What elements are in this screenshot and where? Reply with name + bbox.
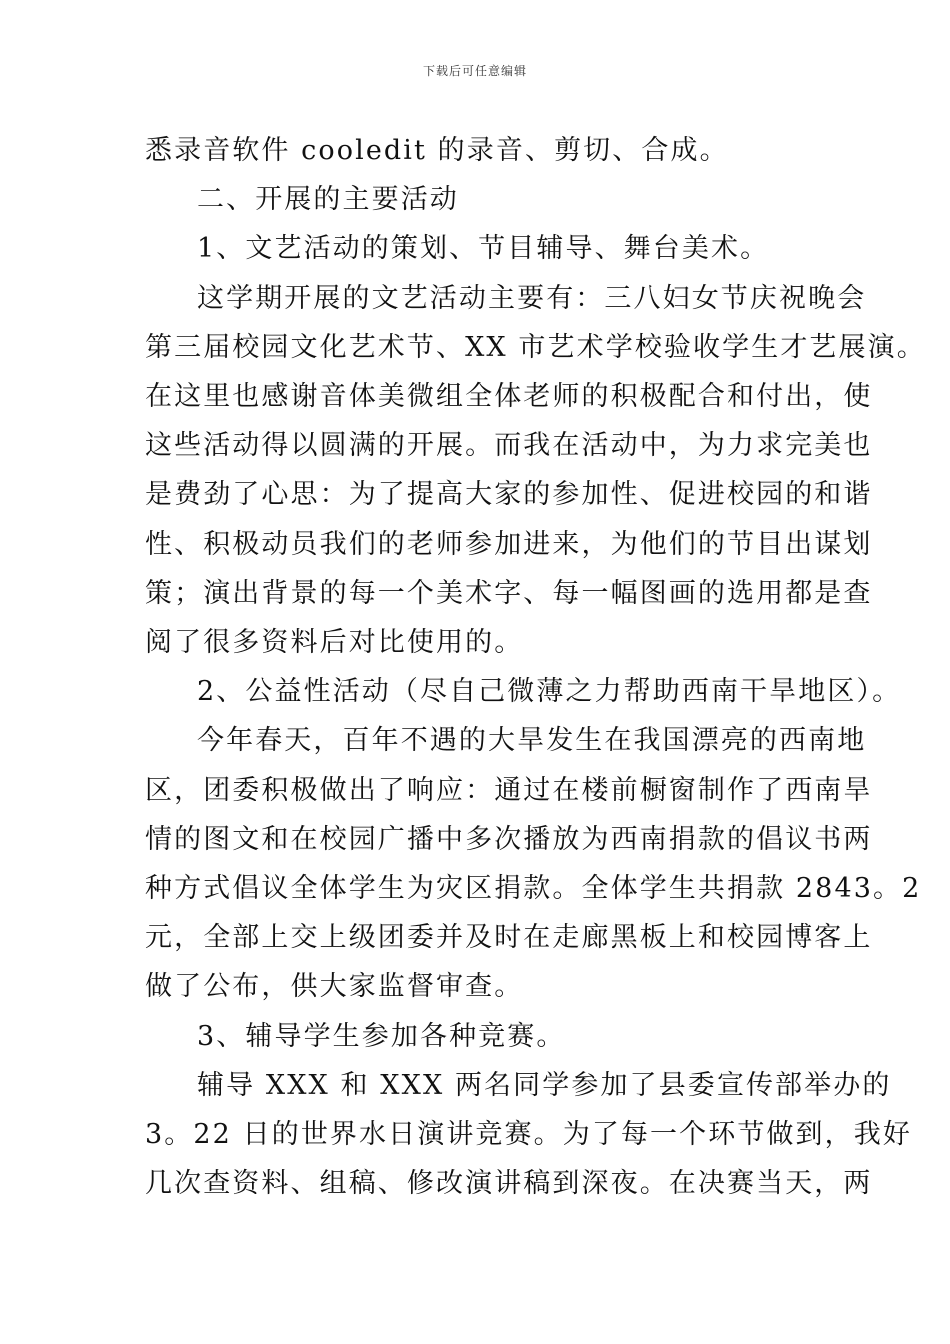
paragraph-line: 这些活动得以圆满的开展。而我在活动中，为力求完美也	[145, 430, 873, 462]
text-line: 悉录音软件 cooledit 的录音、剪切、合成。	[145, 135, 729, 166]
paragraph-line: 策；演出背景的每一个美术字、每一幅图画的选用都是查	[145, 577, 873, 609]
header-note: 下载后可任意编辑	[422, 64, 527, 78]
paragraph-line: 区，团委积极做出了响应：通过在楼前橱窗制作了西南旱	[145, 774, 873, 806]
paragraph-line: 情的图文和在校园广播中多次播放为西南捐款的倡议书两	[145, 823, 873, 855]
paragraph-line: 辅导 XXX 和 XXX 两名同学参加了县委宣传部举办的	[197, 1069, 892, 1101]
subsection-heading: 2、公益性活动（尽自己微薄之力帮助西南干旱地区）。	[197, 676, 902, 708]
paragraph-line: 今年春天，百年不遇的大旱发生在我国漂亮的西南地	[197, 725, 867, 757]
paragraph-line: 种方式倡议全体学生为灾区捐款。全体学生共捐款 2843。2	[145, 873, 922, 905]
paragraph-line: 是费劲了心思：为了提高大家的参加性、促进校园的和谐	[145, 479, 873, 511]
paragraph-line: 阅了很多资料后对比使用的。	[145, 627, 524, 659]
section-heading: 二、开展的主要活动	[197, 184, 459, 216]
subsection-heading: 1、文艺活动的策划、节目辅导、舞台美术。	[197, 233, 770, 265]
subsection-heading: 3、辅导学生参加各种竞赛。	[197, 1020, 566, 1052]
paragraph-line: 性、积极动员我们的老师参加进来，为他们的节目出谋划	[145, 528, 873, 560]
document-body	[145, 126, 926, 1208]
paragraph-line: 第三届校园文化艺术节、XX 市艺术学校验收学生才艺展演。	[145, 331, 926, 363]
paragraph-line: 这学期开展的文艺活动主要有：三八妇女节庆祝晚会	[197, 282, 867, 314]
paragraph-line: 几次查资料、组稿、修改演讲稿到深夜。在决赛当天，两	[145, 1168, 873, 1200]
paragraph-line: 在这里也感谢音体美微组全体老师的积极配合和付出，使	[145, 381, 873, 413]
paragraph-line: 做了公布，供大家监督审查。	[145, 971, 524, 1003]
paragraph-line: 3。22 日的世界水日演讲竞赛。为了每一个环节做到，我好	[145, 1119, 912, 1151]
paragraph-line: 元，全部上交上级团委并及时在走廊黑板上和校园博客上	[145, 922, 873, 954]
